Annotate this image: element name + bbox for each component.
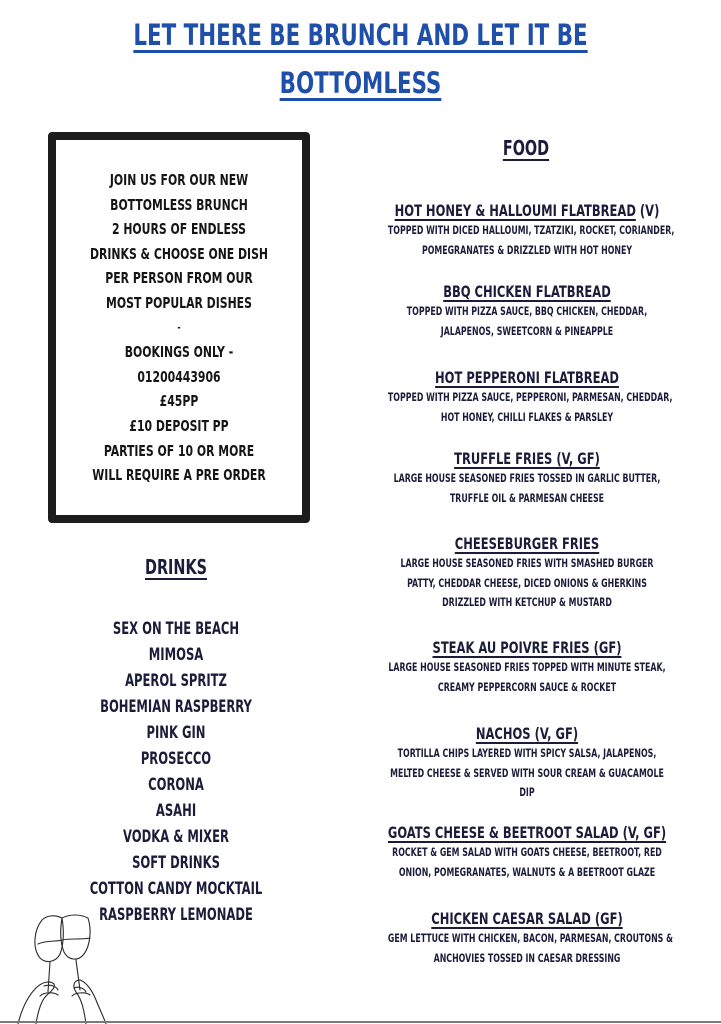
info-line: JOIN US FOR OUR NEW	[109, 171, 249, 189]
drink-item: MIMOSA	[148, 645, 204, 664]
info-phone-number: 01200443906	[137, 367, 221, 386]
food-item-desc: TOPPED WITH PIZZA SAUCE, PEPPERONI, PARMESAN, CHEDDAR,	[387, 390, 673, 404]
drink-item: SEX ON THE BEACH	[112, 619, 240, 638]
drink-item: COTTON CANDY MOCKTAIL	[89, 879, 263, 898]
info-line: PER PERSON FROM OUR	[105, 269, 253, 288]
food-item	[344, 534, 710, 613]
info-bookings-line: BOOKINGS ONLY -	[124, 343, 234, 362]
food-item-desc: CREAMY PEPPERCORN SAUCE & ROCKET	[437, 679, 617, 694]
food-item	[344, 449, 710, 508]
food-item-desc: DIP	[519, 785, 535, 799]
drink-item: APEROL SPRITZ	[125, 671, 227, 690]
drink-item: CORONA	[148, 775, 204, 794]
food-item-name: GOATS CHEESE & BEETROOT SALAD (V, GF)	[387, 823, 667, 842]
food-item-desc: TOPPED WITH PIZZA SAUCE, BBQ CHICKEN, CHEDDAR,	[406, 304, 648, 318]
food-item-desc: ROCKET & GEM SALAD WITH GOATS CHEESE, BEETROOT, RED	[392, 845, 662, 859]
food-item-name: NACHOS (V, GF)	[475, 724, 579, 743]
food-item	[344, 201, 710, 260]
drink-item: ASAHI	[155, 801, 197, 820]
food-item-desc: HOT HONEY, CHILLI FLAKES & PARSLEY	[440, 409, 614, 424]
page-title-text-2: BOTTOMLESS	[279, 66, 442, 100]
food-item	[344, 909, 710, 968]
food-item	[344, 724, 710, 803]
food-item-name: TRUFFLE FRIES (V, GF)	[454, 449, 600, 468]
food-item-desc: LARGE HOUSE SEASONED FRIES TOPPED WITH MINUTE STEAK,	[388, 660, 666, 674]
food-item	[344, 368, 710, 427]
food-item-desc: ONION, POMEGRANATES, WALNUTS & A BEETROOT GLAZE	[398, 864, 656, 879]
drinks-heading: DRINKS	[145, 555, 207, 579]
drink-item: BOHEMIAN RASPBERRY	[100, 697, 252, 716]
bottom-divider	[0, 1021, 721, 1023]
food-item	[344, 823, 710, 882]
page-title-line-1	[65, 18, 656, 52]
food-item-desc: GEM LETTUCE WITH CHICKEN, BACON, PARMESAN, CROUTONS &	[387, 931, 673, 945]
food-item-desc: POMEGRANATES & DRIZZLED WITH HOT HONEY	[421, 242, 633, 257]
food-item-desc: TORTILLA CHIPS LAYERED WITH SPICY SALSA, JALAPENOS,	[397, 746, 657, 760]
food-item-tag: (V)	[635, 201, 660, 220]
food-item-name: HOT HONEY & HALLOUMI FLATBREAD	[394, 201, 636, 220]
food-item-desc: JALAPENOS, SWEETCORN & PINEAPPLE	[440, 323, 614, 338]
info-deposit: £10 DEPOSIT PP	[129, 416, 229, 435]
food-item-name: HOT PEPPERONI FLATBREAD	[435, 368, 619, 387]
info-box	[48, 132, 310, 523]
food-item-desc: ANCHOVIES TOSSED IN CAESAR DRESSING	[433, 950, 621, 965]
info-line: WILL REQUIRE A PRE ORDER	[92, 466, 266, 485]
food-item-name: CHICKEN CAESAR SALAD (GF)	[431, 909, 623, 928]
info-line: PARTIES OF 10 OR MORE	[103, 441, 255, 460]
info-price: £45PP	[159, 392, 199, 411]
drink-item: PINK GIN	[146, 723, 206, 742]
drink-item: PROSECCO	[140, 749, 212, 768]
food-item-desc: LARGE HOUSE SEASONED FRIES WITH SMASHED BURGER	[400, 556, 654, 570]
drink-item: SOFT DRINKS	[132, 853, 220, 872]
toasting-wine-glasses-icon	[14, 900, 144, 1024]
food-item-desc: LARGE HOUSE SEASONED FRIES TOSSED IN GARLIC BUTTER,	[393, 471, 661, 485]
food-item-desc: TRUFFLE OIL & PARMESAN CHEESE	[449, 490, 605, 505]
info-line: 2 HOURS OF ENDLESS	[111, 220, 247, 239]
page-title-line-2	[65, 66, 656, 100]
info-line: DRINKS & CHOOSE ONE DISH	[89, 244, 269, 263]
food-item-desc: TOPPED WITH DICED HALLOUMI, TZATZIKI, ROCKET, CORIANDER,	[387, 223, 675, 237]
food-item-desc: DRIZZLED WITH KETCHUP & MUSTARD	[442, 595, 612, 609]
food-item	[344, 282, 710, 341]
drink-item: RASPBERRY LEMONADE	[99, 905, 253, 924]
info-line: MOST POPULAR DISHES	[106, 293, 252, 312]
page-title-text-1: LET THERE BE BRUNCH AND LET IT BE	[133, 18, 588, 52]
drinks-list	[30, 616, 322, 928]
food-item-desc: PATTY, CHEDDAR CHEESE, DICED ONIONS & GHERKINS	[407, 575, 647, 590]
food-item-desc: MELTED CHEESE & SERVED WITH SOUR CREAM & GUACAMOLE	[390, 765, 664, 780]
food-item	[344, 638, 710, 697]
food-item-name: CHEESEBURGER FRIES	[454, 534, 600, 553]
info-box-text	[46, 168, 312, 488]
drink-item: VODKA & MIXER	[123, 827, 229, 846]
food-heading: FOOD	[502, 136, 550, 160]
info-line: BOTTOMLESS BRUNCH	[110, 195, 248, 214]
info-separator: -	[177, 320, 181, 334]
food-item-name: STEAK AU POIVRE FRIES (GF)	[432, 638, 622, 657]
food-item-name: BBQ CHICKEN FLATBREAD	[443, 282, 611, 301]
